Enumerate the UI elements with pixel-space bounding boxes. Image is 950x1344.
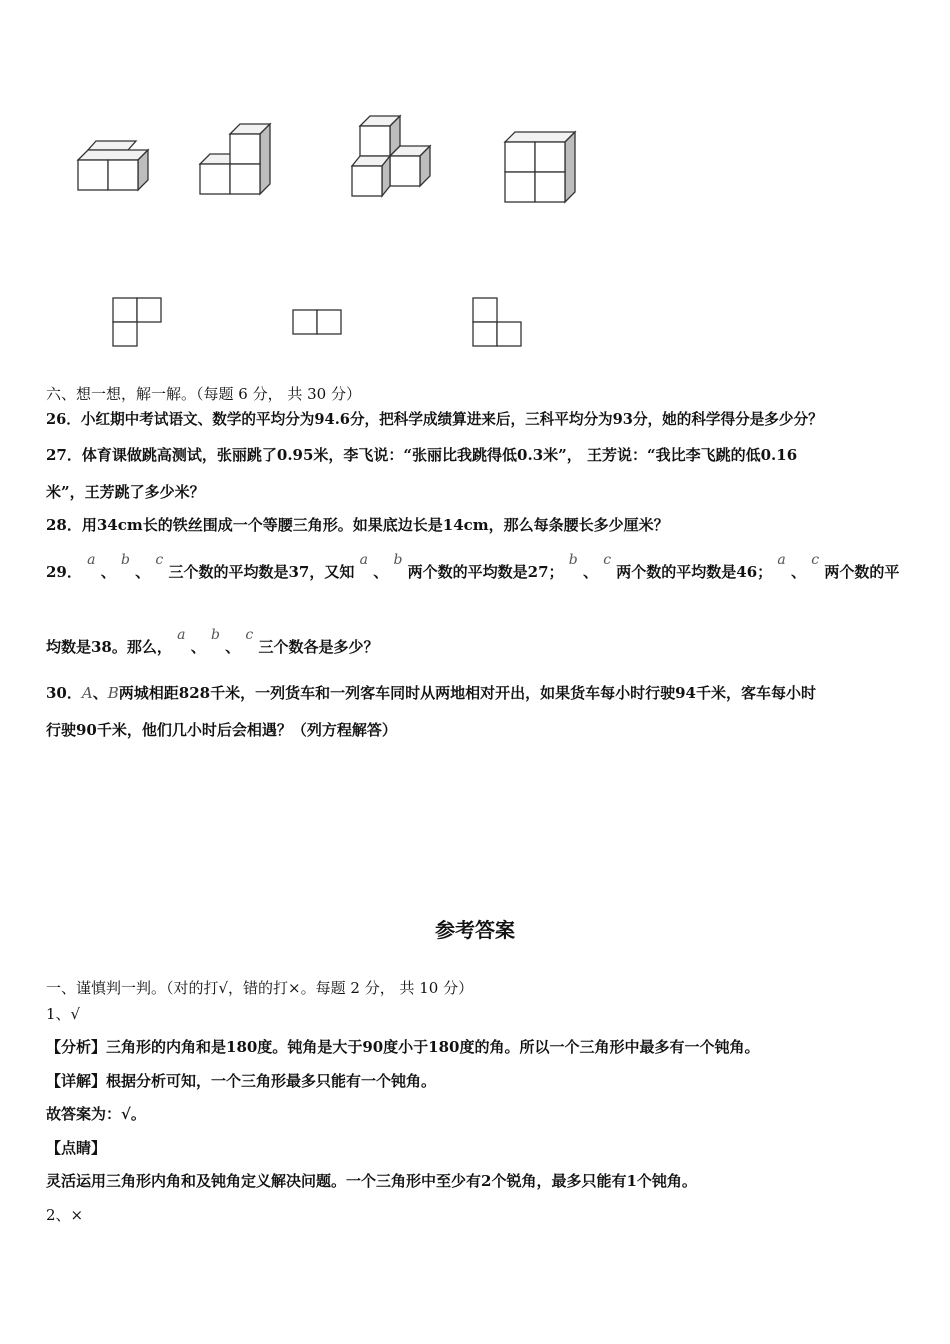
var-c: c — [245, 627, 254, 643]
question-27-line1: 27．体育课做跳高测试，张丽跳了0.95米，李飞说：“张丽比我跳得低0.3米”， 王芳说：“我比李飞跳的低0.16 — [46, 446, 798, 464]
cube-figure-3 — [345, 110, 440, 200]
var-b: b — [393, 552, 403, 568]
cube-figure-2 — [192, 118, 282, 198]
question-27-line2: 米”，王芳跳了多少米？ — [46, 483, 205, 501]
separator: 、 — [190, 638, 206, 656]
question-29-line2 — [46, 627, 379, 658]
separator: 、 — [92, 684, 108, 702]
answer-1-comment-label: 【点睛】 — [46, 1139, 107, 1157]
q29-text-4: 两个数的平 — [824, 563, 900, 581]
q29-text-1: 三个数的平均数是37，又知 — [168, 563, 355, 581]
view-figure-2 — [290, 307, 346, 337]
answers-title: 参考答案 — [435, 918, 515, 942]
var-a: a — [359, 552, 368, 568]
question-30-line1 — [46, 683, 816, 703]
var-b: b — [568, 552, 578, 568]
answer-1-label: 1、√ — [46, 1005, 81, 1023]
separator: 、 — [135, 563, 151, 581]
view-figure-1 — [110, 295, 166, 349]
cube-figure-1 — [70, 132, 160, 197]
answer-1-analysis: 【分析】三角形的内角和是180度。钝角是大于90度小于180度的角。所以一个三角形中最多有一个钝角。 — [46, 1038, 760, 1056]
answer-1-comment: 灵活运用三角形内角和及钝角定义解决问题。一个三角形中至少有2个锐角，最多只能有1个钝角。 — [46, 1172, 697, 1190]
q29-text-2: 两个数的平均数是27； — [407, 563, 564, 581]
q29-line2-start: 均数是38。那么， — [46, 638, 172, 656]
answer-2-label: 2、× — [46, 1206, 84, 1224]
var-c: c — [155, 552, 164, 568]
separator: 、 — [582, 563, 598, 581]
separator: 、 — [225, 638, 241, 656]
var-c: c — [811, 552, 820, 568]
answer-1-detail: 【详解】根据分析可知，一个三角形最多只能有一个钝角。 — [46, 1072, 437, 1090]
q29-number: 29． — [46, 563, 82, 581]
var-B: B — [107, 684, 119, 702]
var-A: A — [81, 684, 93, 702]
question-29-line1 — [46, 552, 900, 583]
var-a: a — [87, 552, 96, 568]
separator: 、 — [791, 563, 807, 581]
q30-line1-rest: 两城相距828千米，一列货车和一列客车同时从两地相对开出，如果货车每小时行驶94千米，客车每小时 — [118, 684, 816, 702]
var-b: b — [120, 552, 130, 568]
question-30-line2: 行驶90千米，他们几小时后会相遇？（列方程解答） — [46, 721, 397, 739]
q30-number: 30． — [46, 684, 82, 702]
cube-figure-4 — [497, 124, 587, 206]
var-a: a — [777, 552, 786, 568]
section6-heading: 六、想一想，解一解。（每题 6 分， 共 30 分） — [46, 385, 361, 403]
view-figure-3 — [470, 295, 526, 349]
question-28: 28．用34cm长的铁丝围成一个等腰三角形。如果底边长是14cm，那么每条腰长多少厘米？ — [46, 516, 669, 534]
var-a: a — [177, 627, 186, 643]
question-26: 26．小红期中考试语文、数学的平均分为94.6分，把科学成绩算进来后，三科平均分为93分，她的科学得分是多少分？ — [46, 411, 823, 428]
answers-section1-heading: 一、谨慎判一判。（对的打√，错的打×。每题 2 分， 共 10 分） — [46, 979, 474, 997]
var-b: b — [210, 627, 220, 643]
q29-line2-end: 三个数各是多少？ — [258, 638, 379, 656]
separator: 、 — [373, 563, 389, 581]
var-c: c — [603, 552, 612, 568]
answer-1-result: 故答案为：√。 — [46, 1105, 146, 1123]
separator: 、 — [100, 563, 116, 581]
q29-text-3: 两个数的平均数是46； — [616, 563, 773, 581]
